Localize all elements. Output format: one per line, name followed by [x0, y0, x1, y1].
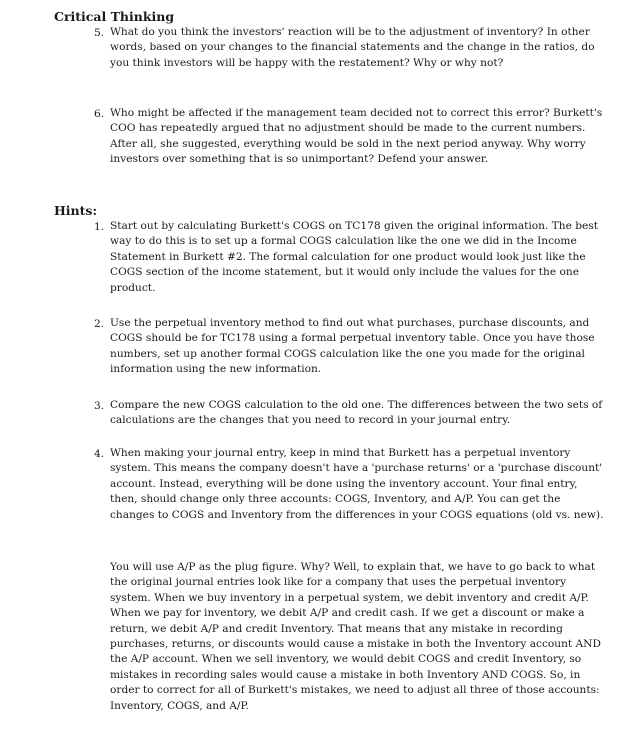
question-5 — [94, 25, 608, 71]
question-number: 6. — [94, 108, 105, 120]
question-text: Who might be affected if the management team decided not to correct this error? Burkett's COO has repeatedly argued that no adjustment should be made to the current numbers. After all, she suggested, everything would be sold in the next period anyway. Why worry investors over something that is so unimportant? Defend your answer. — [110, 107, 603, 166]
hint-number: 3. — [94, 400, 105, 412]
hints-heading: Hints: — [54, 203, 98, 218]
hint-number: 1. — [94, 221, 105, 233]
question-6 — [94, 106, 608, 168]
hint-text: When making your journal entry, keep in mind that Burkett has a perpetual inventory system. This means the company doesn't have a 'purchase returns' or a 'purchase discount' account. Instead, everything will be done using the inventory account. Your final entry, then, should change only three accounts: COGS, Inventory, and A/P. You can get the changes to COGS and Inventory from the differences in your COGS equations (old vs. new). — [110, 447, 604, 521]
hint-text: Compare the new COGS calculation to the old one. The differences between the two sets of calculations are the changes that you need to record in your journal entry. — [110, 399, 603, 427]
hint-2 — [94, 316, 608, 378]
hint-4 — [94, 446, 608, 523]
critical-thinking-heading: Critical Thinking — [54, 9, 175, 24]
hint-3 — [94, 398, 608, 429]
question-text: What do you think the investors' reaction will be to the adjustment of inventory? In other words, based on your changes to the financial statements and the change in the ratios, do you think investors will be happy with the restatement? Why or why not? — [110, 26, 595, 69]
hint-number: 4. — [94, 448, 105, 460]
hint-text: Start out by calculating Burkett's COGS on TC178 given the original information. The best way to do this is to set up a formal COGS calculation like the one we did in the Income Statement in Burkett #2. The formal calculation for one product would look just like the COGS section of the income statement, but it would only include the values for the one product. — [110, 220, 599, 294]
hint-number: 2. — [94, 318, 105, 330]
hint-1 — [94, 219, 608, 296]
question-number: 5. — [94, 27, 105, 39]
hint-text: Use the perpetual inventory method to find out what purchases, purchase discounts, and COGS should be for TC178 using a formal perpetual inventory table. Once you have those numbers, set up another formal COGS calculation like the one you made for the original information using the new information. — [110, 317, 595, 376]
hint-4-continuation-paragraph: You will use A/P as the plug figure. Why? Well, to explain that, we have to go back to what the original journal entries look like for a company that uses the perpetual inventory system. When we buy inventory in a perpetual system, we debit inventory and credit A/P. When we pay for inventory, we debit A/P and credit cash. If we get a discount or make a return, we debit A/P and credit Inventory. That means that any mistake in recording purchases, returns, or discounts would cause a mistake in both the Inventory account AND the A/P account. When we sell inventory, we would debit COGS and credit Inventory, so mistakes in recording sales would cause a mistake in both Inventory AND COGS. So, in order to correct for all of Burkett's mistakes, we need to adjust all three of those accounts: Inventory, COGS, and A/P. — [110, 561, 601, 712]
